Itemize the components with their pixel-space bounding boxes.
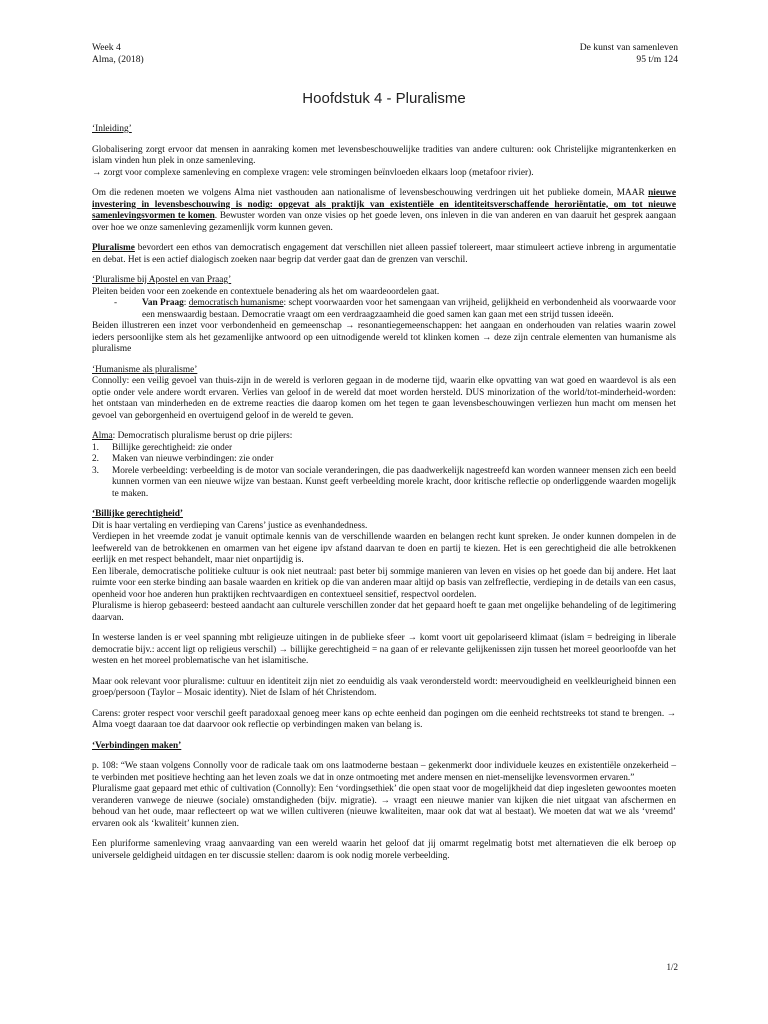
paragraph: Maar ook relevant voor pluralisme: cultuur en identiteit zijn niet zo eenduidig als vaak verondersteld wordt: meervoudigheid en veelkleurigheid binnen een groep/persoon (Taylor – Mosaic identity). Niet de Islam of hét Christendom.: [92, 676, 676, 698]
paragraph: Pleiten beiden voor een zoekende en contextuele benadering als het om waardeoordelen gaat.: [92, 286, 440, 297]
paragraph: Connolly: een veilig gevoel van thuis-zijn in de wereld is verloren gegaan in de moderne tijd, waarin elke opvatting van wat goed en waardevol is als een optie onder vele andere wordt ervaren. Verlies van geloof in de wereld dat moet worden hersteld. DUS minorization of the world/tot-minderheid-worden: het ontstaan van minderheden en de extreme reacties die daarop komen om het tegen te gaan levensbeschouwingen verliezen hun macht om mensen het gevoel van geborgenheid en overtuigend geloof in de wereld te geven.: [92, 376, 676, 421]
section-heading-humanisme: ‘Humanisme als pluralisme’: [92, 364, 198, 375]
header-source: Alma, (2018): [92, 54, 144, 65]
paragraph: Alma: Democratisch pluralisme berust op drie pijlers:: [92, 431, 293, 441]
document-body: [92, 124, 676, 871]
paragraph: Beiden illustreren een inzet voor verbondenheid en gemeenschap → resonantiegemeenschappen: het aangaan en onderhouden van relaties waarin zowel ieders persoonlijke stem als het gezamenlijke antwoord op een uitnodigende wereld tot klinken komen → deze zijn centrale elementen van humanisme als pluralisme: [92, 321, 676, 354]
paragraph: Een pluriforme samenleving vraag aanvaarding van een wereld waarin het geloof dat jij omarmt regelmatig botst met alternatieven die elk beroep op universele geldigheid uitdagen en ter discussie stellen: daarom is ook nodig morele verbeelding.: [92, 839, 676, 861]
list-item: 1. Billijke gerechtigheid: zie onder: [92, 442, 233, 453]
paragraph: p. 108: “We staan volgens Connolly voor de radicale taak om ons laatmoderne bestaan – gekenmerkt door individuele keuzes en existentiële onzekerheid – te verbinden met positieve hechting aan het leven zoals we dat in onze ontmoeting met andere mensen en niet-menselijke levensvormen ervaren.” Pluralisme gaat gepaard met ethic of cultivation (Connolly): Een ‘vordingsethiek’ die open staat voor de mogelijkheid dat diep ingesleten gewoontes moeten veranderen vanwege de nieuwe (sociale) omstandigheden (bijv. migratie). → vraagt een nieuwe manier van kijken die niet uitgaat van afschermen en behoud van het oude, maar reflecteert op wat we willen cultiveren (nieuwe kwaliteiten, maar ook dat wat al bestaat). We moeten dat wat we als ‘vreemd’ ervaren ook als ‘kwaliteit’ kunnen zien.: [92, 761, 676, 829]
header-week: Week 4: [92, 42, 121, 53]
list-item: 3. Morele verbeelding: verbeelding is de motor van sociale veranderingen, die pas daadwerkelijk nagestreefd kan worden wanneer mensen zich een beeld kunnen vormen van een nieuwe wijze van bestaan. Kunst geeft verbeelding morele kracht, door kritische reflectie op onderliggende waarden mogelijk te maken.: [92, 465, 676, 499]
section-heading-verbindingen: ‘Verbindingen maken’: [92, 740, 182, 751]
header-book-title: De kunst van samenleven: [579, 42, 678, 53]
header-right: [580, 42, 678, 66]
page-title: Hoofdstuk 4 - Pluralisme: [302, 90, 466, 107]
section-heading-inleiding: ‘Inleiding’: [92, 124, 132, 134]
section-heading-apostel: ‘Pluralisme bij Apostel en van Praag’: [92, 275, 232, 285]
section-heading-billijke: ‘Billijke gerechtigheid’: [92, 509, 183, 519]
paragraph: In westerse landen is er veel spanning mbt religieuze uitingen in de publieke sfeer → komt voort uit gepolariseerd klimaat (islam = bedreiging in liberale democratie bijv.: accent ligt op religieus verschil) → billijke gerechtigheid = na gaan of er relevante gelijkenissen zijn tussen het moreel geoorloofde van het westen en het moreel problematische van het islamitische.: [92, 633, 676, 666]
paragraph: Dit is haar vertaling en verdieping van Carens’ justice as evenhandedness. Verdiepen in het vreemde zodat je vanuit optimale kennis van de verschillende waarden en belangen recht kunt spreken. Je onder kunnen dompelen in de leefwereld van de betrokkenen en omarmen van het eigene ipv afstand daarvan te doen en partij te kiezen. Het is een gerechtigheid die alle betrokkenen eerlijk en met respect behandelt, maar niet onpartijdig is. Een liberale, democratische politieke cultuur is ook niet neutraal: past beter bij sommige manieren van leven en visies op het goede dan bij andere. Het laat ruimte voor een sterke binding aan basale waarden en kritiek op die van anderen maar altijd op basis van zelfreflectie, verdieping in de details van een casus, openheid voor hoe anderen hun praktijken rechtvaardigen en contextueel sensitief, respectvol oordelen. Pluralisme is hierop gebaseerd: besteed aandacht aan culturele verschillen zonder dat het gepaard hoeft te gaan met ongelijke behandeling of de legitimering daarvan.: [92, 520, 676, 623]
list-item: - Van Praag: democratisch humanisme: schept voorwaarden voor het samengaan van vrijheid, gelijkheid en verbondenheid als voorwaarde voor een menswaardig bestaan. Democratie vraagt om een verdraagzaamheid die goed samen kan gaan met een strijd tussen ideeën.: [114, 298, 676, 320]
header-page-range: 95 t/m 124: [636, 54, 678, 65]
page-number: 1/2: [666, 962, 678, 972]
paragraph: Carens: groter respect voor verschil geeft paradoxaal genoeg meer kans op echte eenheid dan pogingen om die eenheid rechtstreeks tot stand te brengen. → Alma voegt daaraan toe dat daarvoor ook reflectie op verbindingen maken van belang is.: [92, 708, 676, 730]
header-left: [92, 42, 144, 66]
paragraph: Pluralisme bevordert een ethos van democratisch engagement dat verschillen niet alleen passief tolereert, maar stimuleert actieve inbreng in argumentatie en debat. Het is een actief dialogisch zoeken naar begrip dat verder gaat dan de grenzen van verschil.: [92, 243, 676, 265]
paragraph: Globalisering zorgt ervoor dat mensen in aanraking komen met levensbeschouwelijke tradities van andere culturen: ook Christelijke migrantenkerken en islam vinden hun plek in onze samenleving. → zorgt voor complexe samenleving en complexe vragen: vele stromingen beïnvloeden elkaars loop (metafoor rivier).: [92, 144, 676, 178]
paragraph: Om die redenen moeten we volgens Alma niet vasthouden aan nationalisme of levensbeschouwing verdringen uit het publieke domein, MAAR nieuwe investering in levensbeschouwing is nodig: opgevat als praktijk van existentiële en identiteitsverschaffende heroriëntatie, om tot nieuwe samenlevingsvormen te komen. Bewuster worden van onze visies op het goede leven, ons inleven in die van anderen en van daaruit het gesprek aangaan over hoe we onze samenleving gezamenlijk vorm kunnen geven.: [92, 188, 676, 233]
list-item: 2. Maken van nieuwe verbindingen: zie onder: [92, 454, 274, 464]
